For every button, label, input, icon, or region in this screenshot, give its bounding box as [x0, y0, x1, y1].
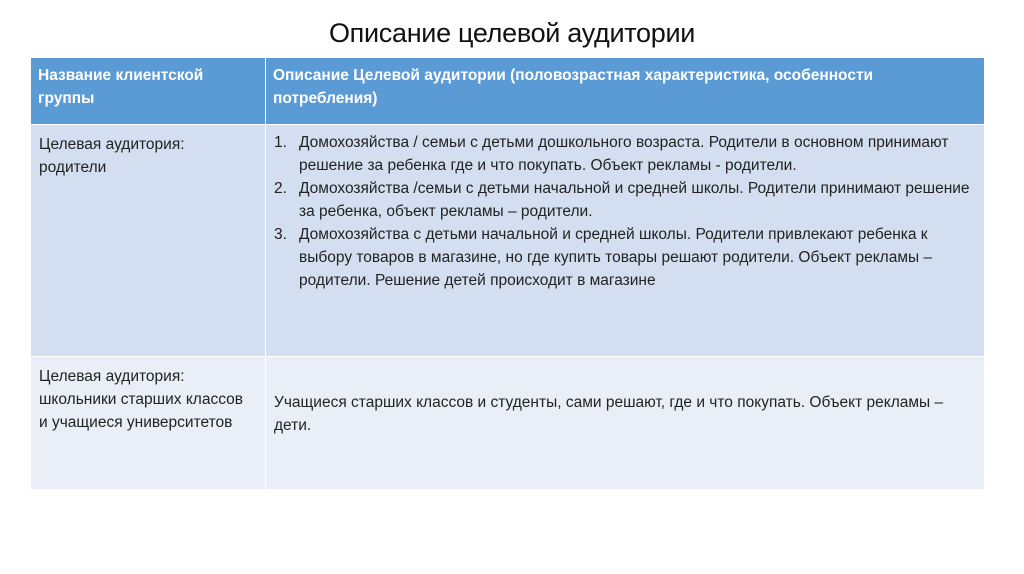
table-row — [31, 357, 985, 490]
list-item-number: 2. — [274, 180, 287, 197]
table-row — [31, 125, 985, 357]
list-item — [274, 223, 970, 292]
list-item-text: Домохозяйства / семьи с детьми дошкольного возраста. Родители в основном принимают решение за ребенка где и что покупать. Объект рекламы - родители. — [299, 134, 949, 174]
list-item-number: 1. — [274, 134, 287, 151]
audience-table — [30, 57, 985, 490]
group-name-cell: Целевая аудитория: школьники старших классов и учащиеся университетов — [31, 357, 266, 490]
group-name-cell: Целевая аудитория: родители — [31, 125, 266, 357]
slide-title: Описание целевой аудитории — [328, 18, 696, 48]
header-audience-description: Описание Целевой аудитории (половозрастная характеристика, особенности потребления) — [266, 58, 985, 125]
table-header-row — [31, 58, 985, 125]
list-item-text: Домохозяйства с детьми начальной и средней школы. Родители привлекают ребенка к выбору товаров в магазине, но где купить товары решают родители. Объект рекламы – родители. Решение детей происходит в магазине — [299, 226, 933, 289]
list-item-number: 3. — [274, 226, 287, 243]
list-item — [274, 177, 970, 223]
list-item-text: Домохозяйства /семьи с детьми начальной и средней школы. Родители принимают решение за ребенка, объект рекламы – родители. — [299, 180, 970, 220]
list-item — [274, 131, 970, 177]
description-cell — [266, 125, 985, 357]
description-cell: Учащиеся старших классов и студенты, сами решают, где и что покупать. Объект рекламы – дети. — [266, 357, 985, 490]
numbered-list — [274, 131, 970, 292]
header-client-group: Название клиентской группы — [31, 58, 266, 125]
